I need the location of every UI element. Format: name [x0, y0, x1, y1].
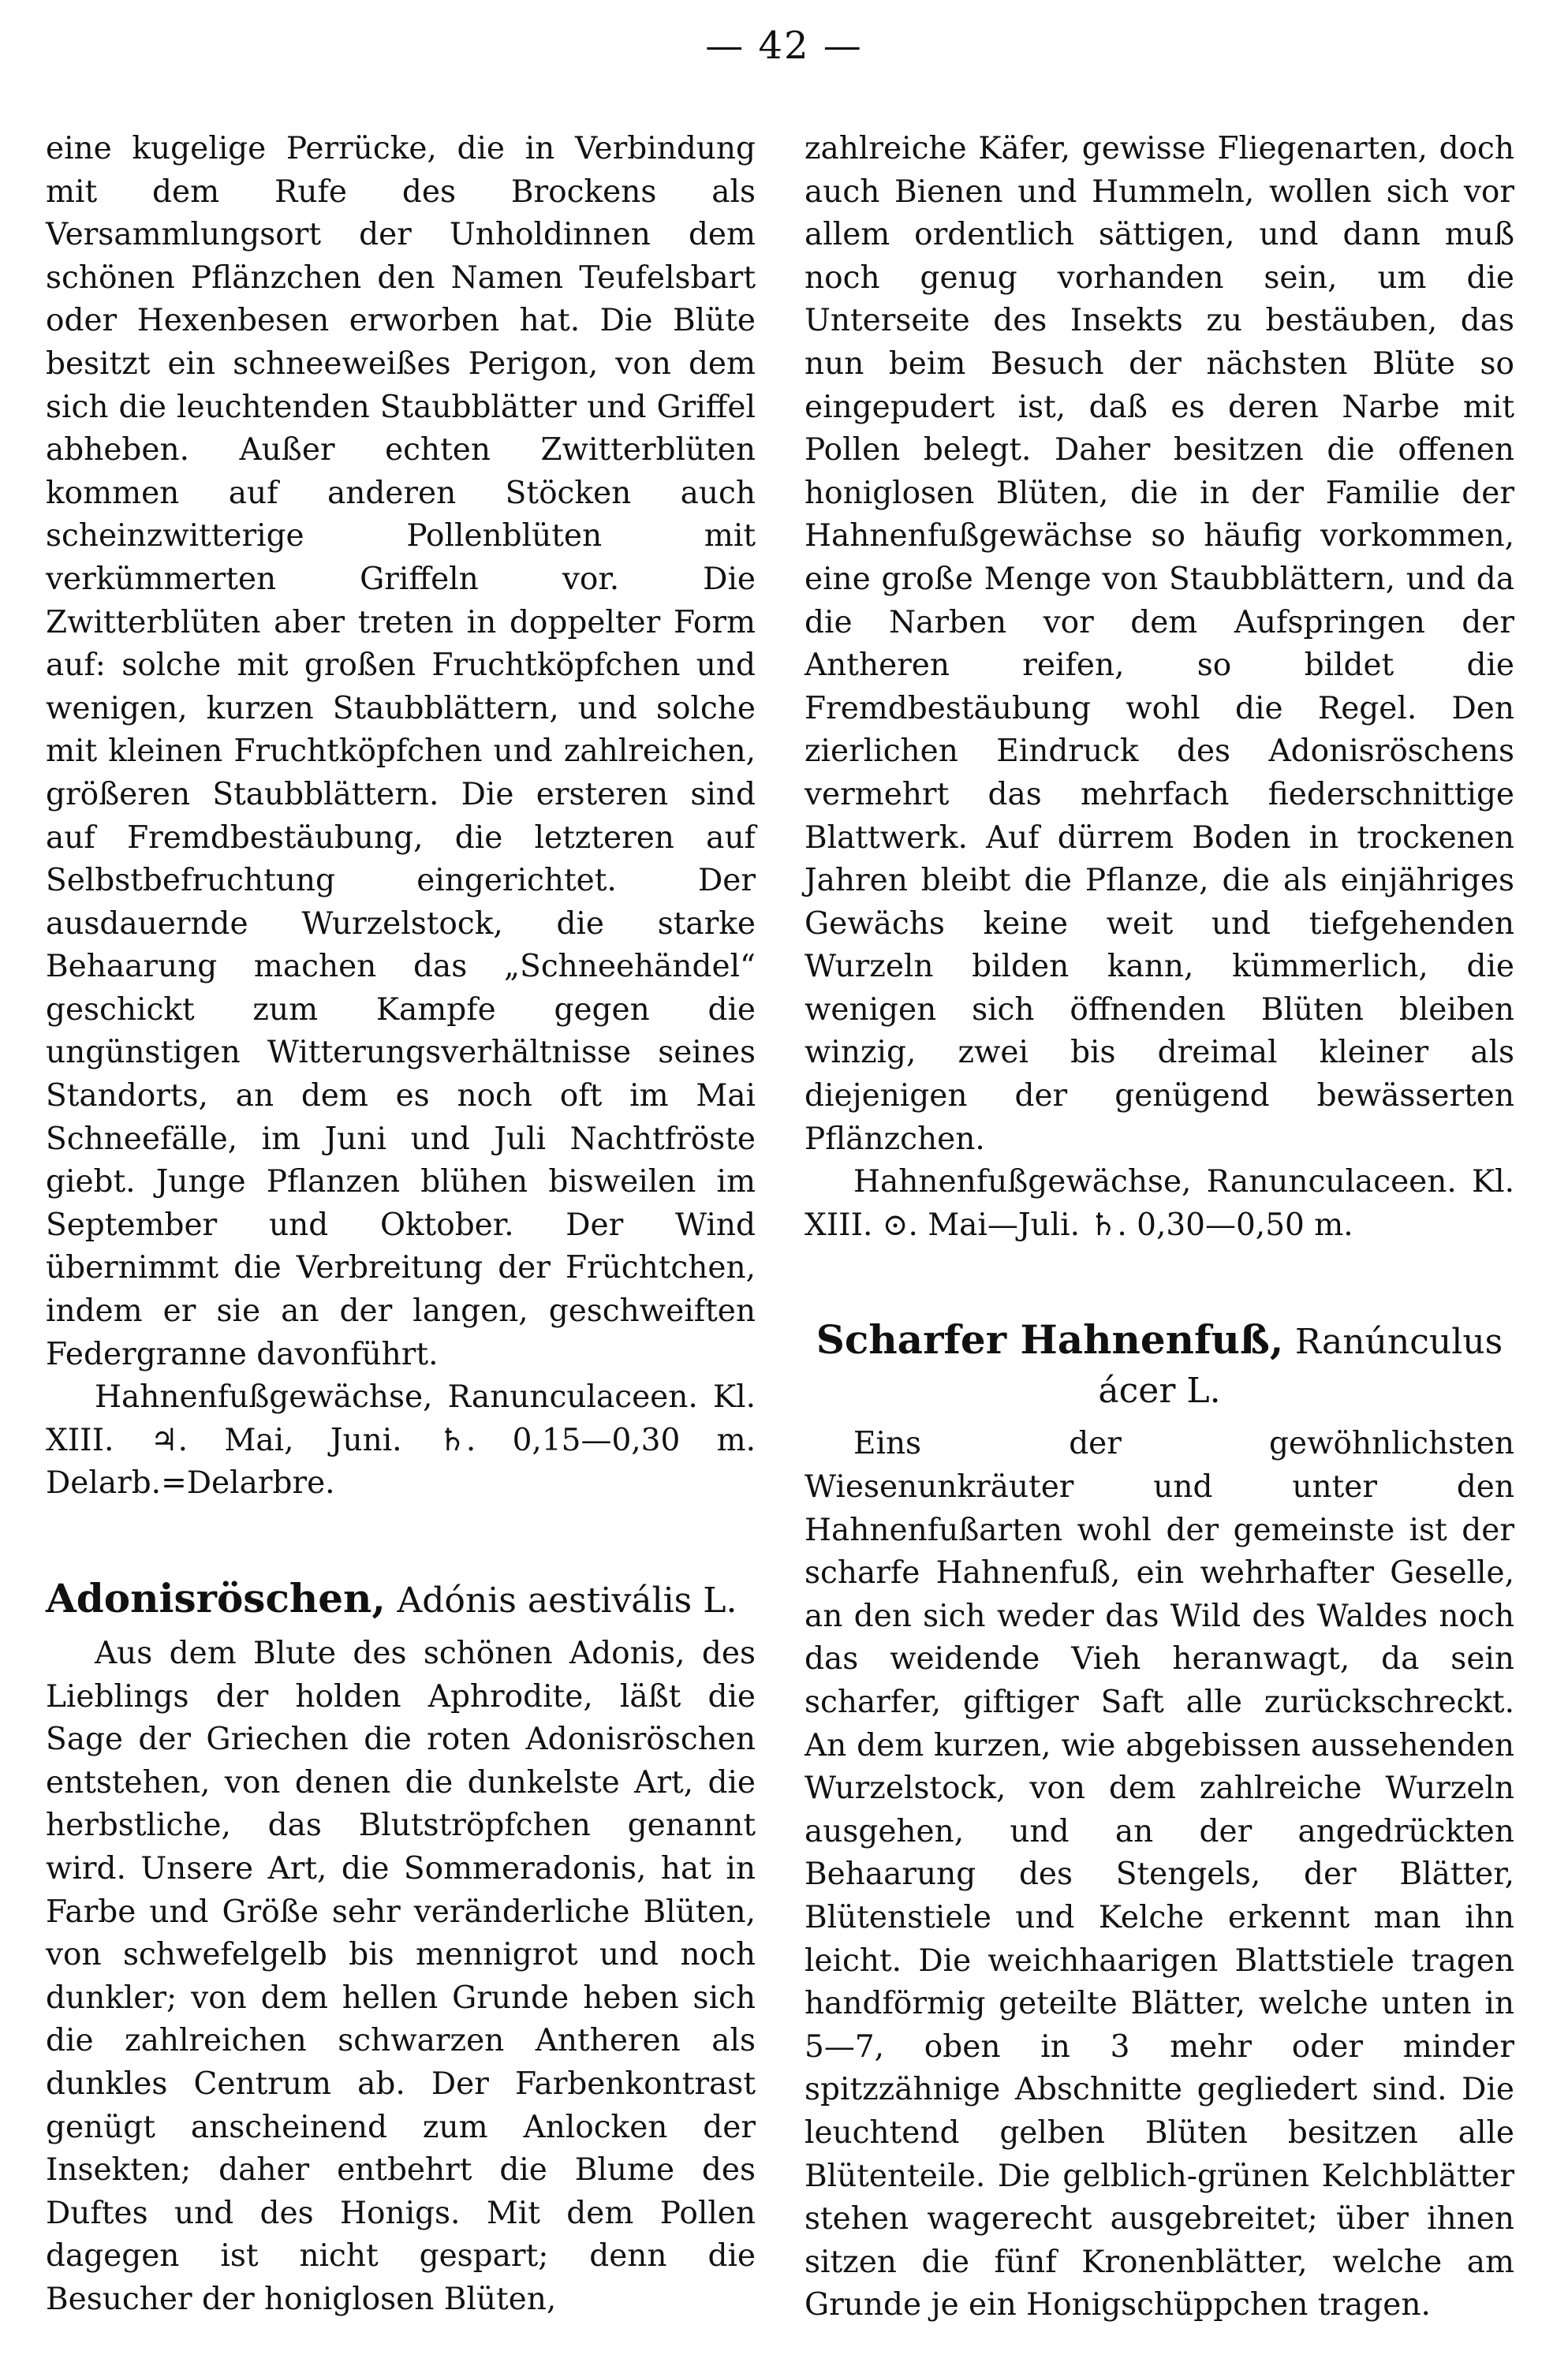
page-number: — 42 — — [705, 24, 863, 68]
left-column — [46, 128, 756, 2322]
species-heading-adonisroeschen — [46, 1575, 756, 1625]
paragraph-adonisroeschen-continued: zahlreiche Käfer, gewisse Fliegenarten, doch auch Bienen und Hummeln, wollen sich vor allem ordentlich sättigen, und dann muß noch genug vorhanden sein, um die Unterseite des Insekts zu bestäuben, das nun beim Besuch der nächsten Blüte so eingepudert ist, daß es deren Narbe mit Pollen belegt. Daher besitzen die offenen honiglosen Blüten, die in der Familie der Hahnenfußgewächse so häufig vorkommen, eine große Menge von Staubblättern, und da die Narben vor dem Aufspringen der Antheren reifen, so bildet die Fremdbestäubung wohl die Regel. Den zierlichen Eindruck des Adonisröschens vermehrt das mehrfach fiederschnittige Blattwerk. Auf dürrem Boden in trockenen Jahren bleibt die Pflanze, die als einjähriges Gewächs keine weit und tiefgehenden Wurzeln bilden kann, kümmerlich, die wenigen sich öffnenden Blüten bleiben winzig, zwei bis dreimal kleiner als diejenigen der genügend bewässerten Pflänzchen. — [805, 131, 1514, 1157]
species-heading-scharfer-hahnenfuss — [805, 1316, 1514, 1366]
heading-german-name: Adonisröschen, — [46, 1575, 386, 1621]
heading-latin-name-part1: Ranúnculus — [1294, 1322, 1503, 1363]
paragraph-adonisroeschen: Aus dem Blute des schönen Adonis, des Lieblings der holden Aphrodite, läßt die Sage der Griechen die roten Adonisröschen entstehen, von denen die dunkelste Art, die herbstliche, das Blutströpfchen genannt wird. Unsere Art, die Sommeradonis, hat in Farbe und Größe sehr veränderliche Blüten, von schwefelgelb bis mennigrot und noch dunkler; von dem hellen Grunde heben sich die zahlreichen schwarzen Antheren als dunkles Centrum ab. Der Farbenkontrast genügt anscheinend zum Anlocken der Insekten; daher entbehrt die Blume des Duftes und des Honigs. Mit dem Pollen dagegen ist nicht gespart; denn die Besucher der honiglosen Blüten, — [46, 1636, 756, 2317]
heading-latin-name: Adónis aestivális L. — [397, 1580, 737, 1621]
classification-line: Hahnenfußgewächse, Ranunculaceen. Kl. XIII. ♃. Mai, Juni. ♄. 0,15—0,30 m. Delarb.=Delarbre. — [46, 1379, 756, 1502]
heading-german-name: Scharfer Hahnenfuß, — [816, 1316, 1284, 1364]
paragraph-teufelsbart-continued: eine kugelige Perrücke, die in Verbindung mit dem Rufe des Brockens als Versammlungsort der Unholdinnen dem schönen Pflänzchen den Namen Teufelsbart oder Hexenbesen erworben hat. Die Blüte besitzt ein schneeweißes Perigon, von dem sich die leuchtenden Staubblätter und Griffel abheben. Außer echten Zwitterblüten kommen auf anderen Stöcken auch scheinzwitterige Pollenblüten mit verkümmerten Griffeln vor. Die Zwitterblüten aber treten in doppelter Form auf: solche mit großen Fruchtköpfchen und wenigen, kurzen Staubblättern, und solche mit kleinen Fruchtköpfchen und zahlreichen, größeren Staubblättern. Die ersteren sind auf Fremdbestäubung, die letzteren auf Selbstbefruchtung eingerichtet. Der ausdauernde Wurzelstock, die starke Behaarung machen das „Schneehändel“ geschickt zum Kampfe gegen die ungünstigen Witterungsverhältnisse seines Standorts, an dem es noch oft im Mai Schneefälle, im Juni und Juli Nachtfröste giebt. Junge Pflanzen blühen bisweilen im September und Oktober. Der Wind übernimmt die Verbreitung der Früchtchen, indem er sie an der langen, geschweiften Federgranne davonführt. — [46, 131, 756, 1372]
heading-latin-name-part2: ácer L. — [1098, 1371, 1221, 1412]
species-heading-latin-line2 — [805, 1366, 1514, 1415]
classification-line: Hahnenfußgewächse, Ranunculaceen. Kl. XIII. ⊙. Mai—Juli. ♄. 0,30—0,50 m. — [805, 1164, 1514, 1243]
right-column — [805, 128, 1514, 2327]
paragraph-scharfer-hahnenfuss: Eins der gewöhnlichsten Wiesenunkräuter und unter den Hahnenfußarten wohl der gemeinste ist der scharfe Hahnenfuß, ein wehrhafter Geselle, an den sich weder das Wild des Waldes noch das weidende Vieh heranwagt, da sein scharfer, giftiger Saft alle zurückschreckt. An dem kurzen, wie abgebissen aussehenden Wurzelstock, von dem zahlreiche Wurzeln ausgehen, und an der angedrückten Behaarung des Stengels, der Blätter, Blütenstiele und Kelche erkennt man ihn leicht. Die weichhaarigen Blattstiele tragen handförmig geteilte Blätter, welche unten in 5—7, oben in 3 mehr oder minder spitzzähnige Abschnitte gegliedert sind. Die leuchtend gelben Blüten besitzen alle Blütenteile. Die gelblich-grünen Kelchblätter stehen wagerecht ausgebreitet; über ihnen sitzen die fünf Kronenblätter, welche am Grunde je ein Honigschüppchen tragen. — [805, 1426, 1514, 2323]
